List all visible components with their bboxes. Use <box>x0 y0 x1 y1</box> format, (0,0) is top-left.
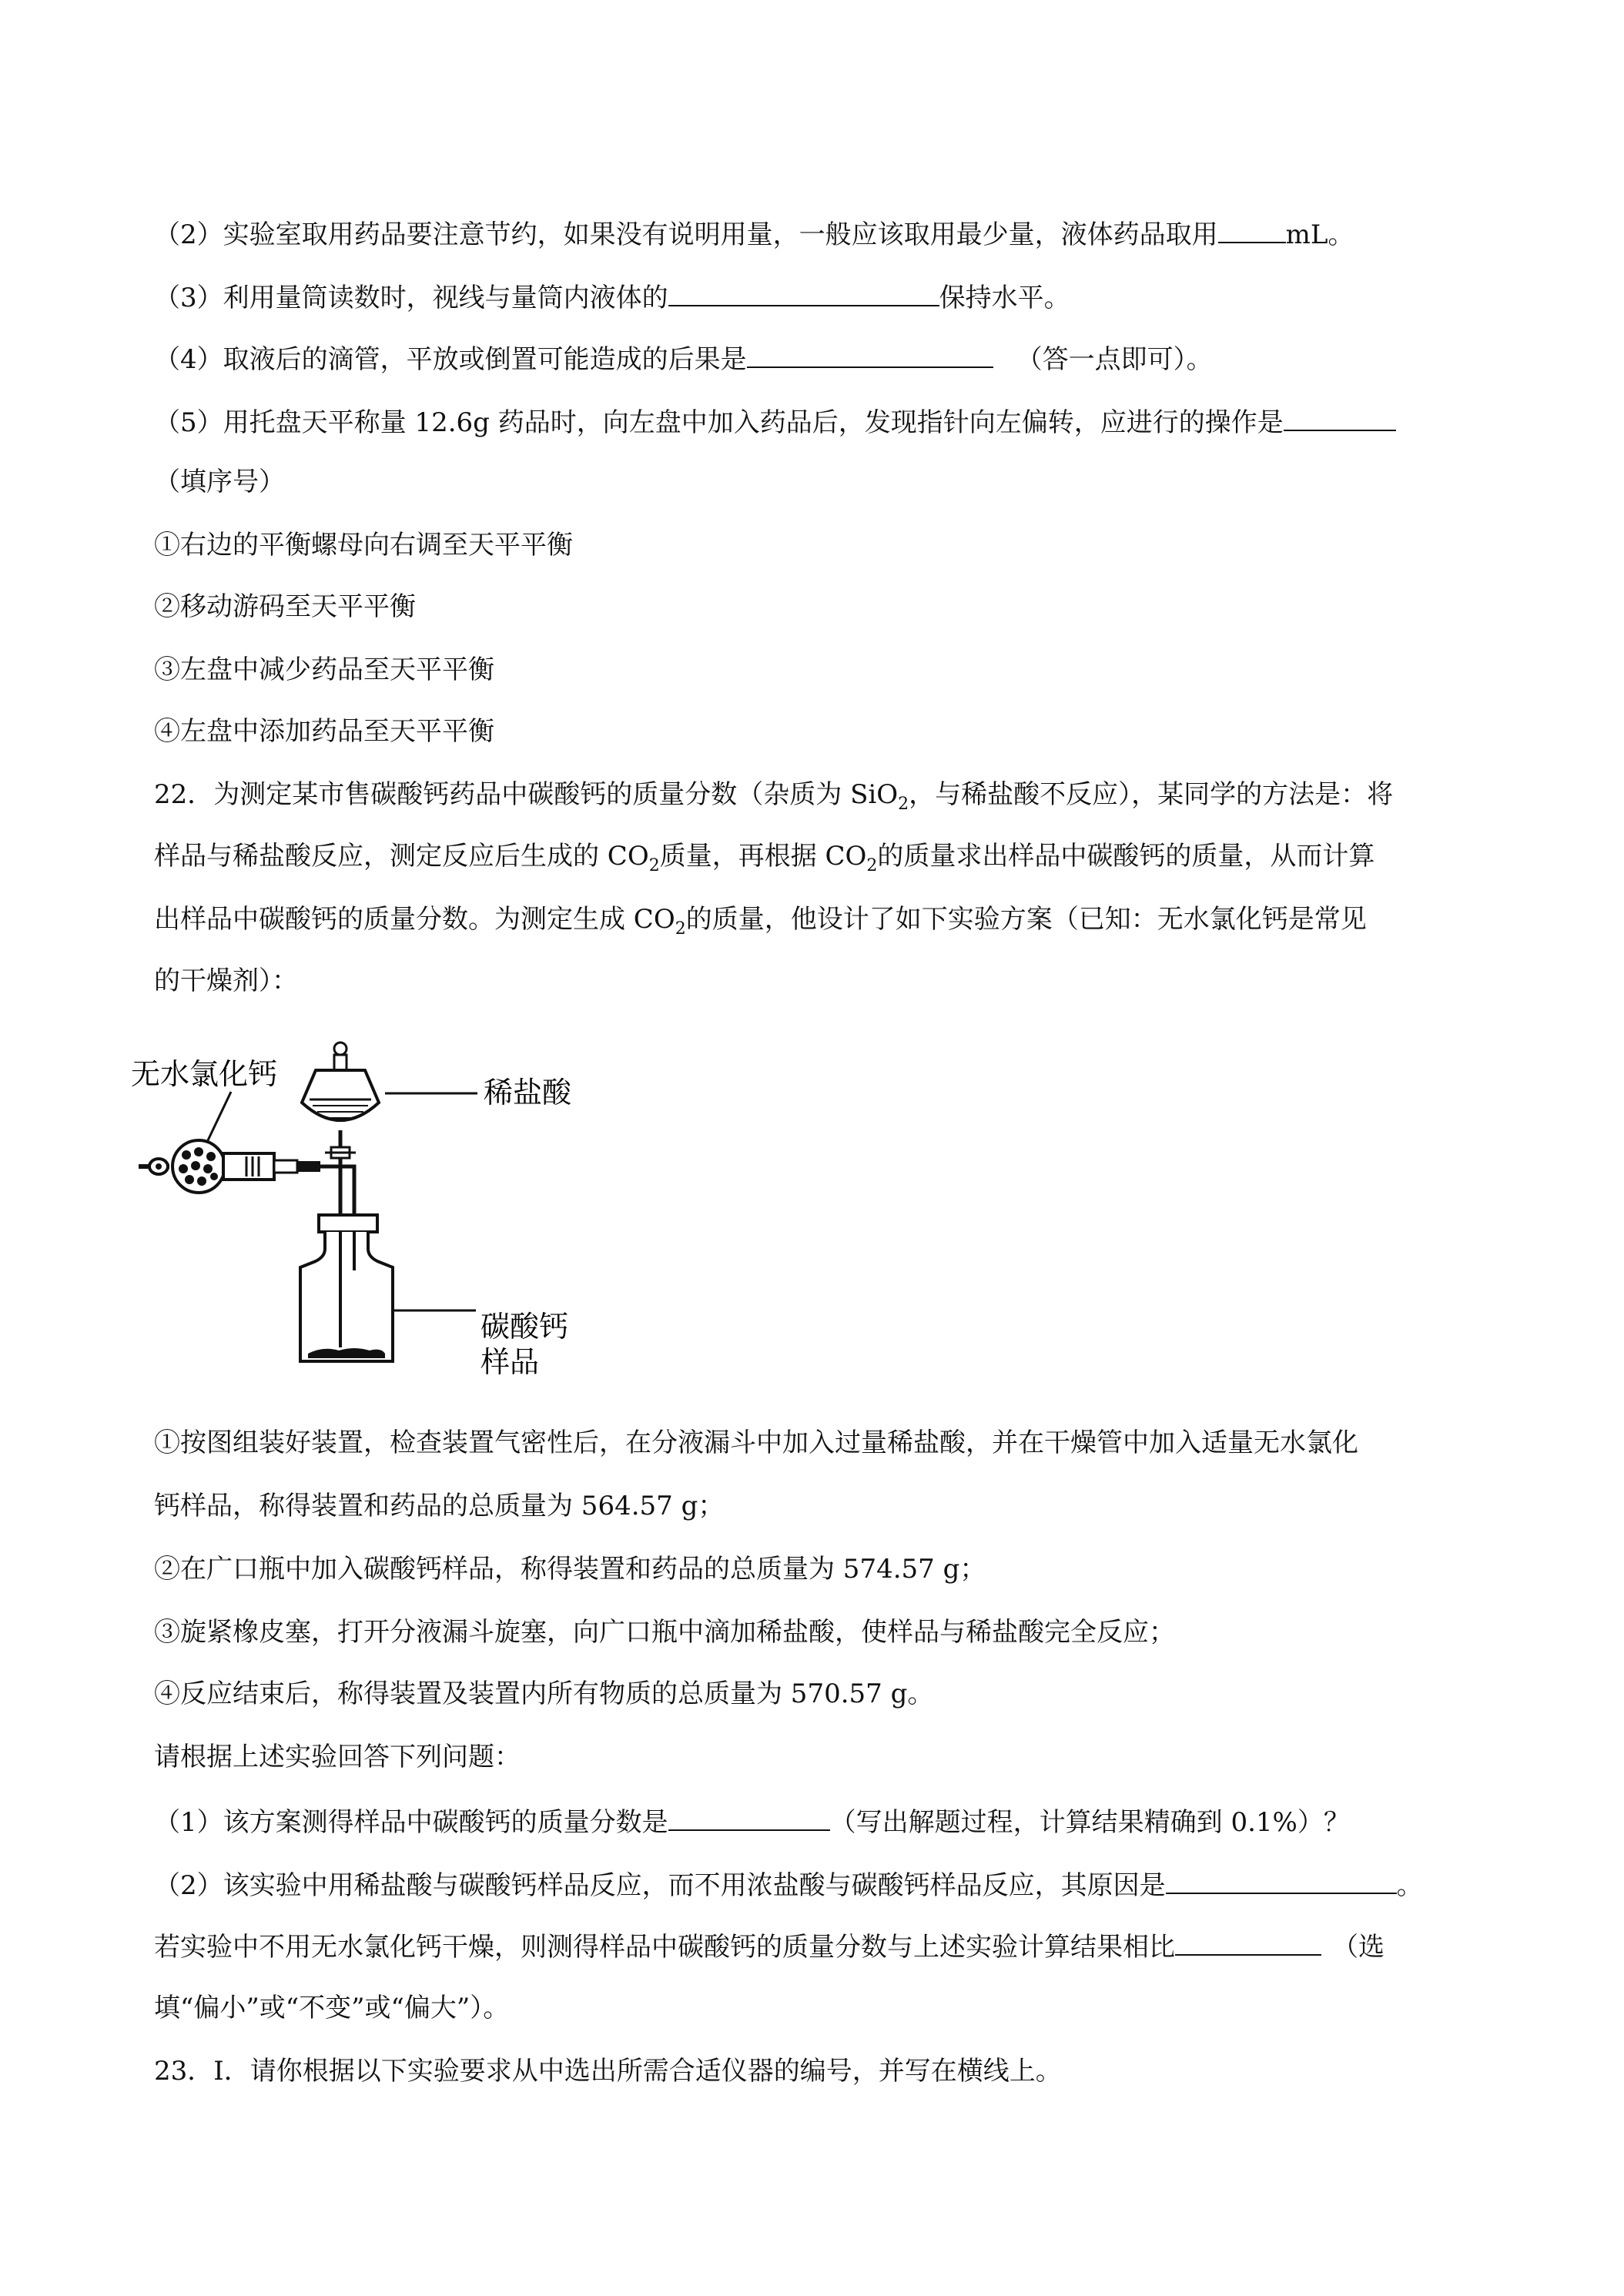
sub-question-1: （1）该方案测得样品中碳酸钙的质量分数是 （写出解题过程，计算结果精确到 0.1%）？ <box>154 1803 1350 1839</box>
label-sample-line-2: 样品 <box>481 1345 540 1379</box>
label-drying-agent: 无水氯化钙 <box>131 1057 278 1091</box>
q22-intro-line-1: 22．为测定某市售碳酸钙药品中碳酸钙的质量分数（杂质为 SiO$_2$，与稀盐酸不反应），某同学的方法是：将 <box>154 779 1394 814</box>
sub-question-3: 若实验中不用无水氯化钙干燥，则测得样品中碳酸钙的质量分数与上述实验计算结果相比 （选 <box>154 1928 1385 1964</box>
separatory-funnel <box>302 1043 379 1221</box>
q21-item-5: （5）用托盘天平称量 12.6g 药品时，向左盘中加入药品后，发现指针向左偏转，应进行的操作是 <box>154 403 1396 440</box>
answer-blank[interactable] <box>747 340 993 368</box>
q23-intro: 23．I．请你根据以下实验要求从中选出所需合适仪器的编号，并写在横线上。 <box>154 2056 1062 2087</box>
answer-blank[interactable] <box>1284 403 1396 431</box>
drying-tube <box>139 1140 320 1193</box>
answer-blank[interactable] <box>668 1803 830 1831</box>
answer-blank[interactable] <box>1166 1866 1397 1894</box>
q21-item-3: （3）利用量筒读数时，视线与量筒内液体的 保持水平。 <box>154 279 1070 315</box>
option-2: ②移动游码至天平平衡 <box>154 591 416 622</box>
label-sample-line-1: 碳酸钙 <box>481 1310 569 1344</box>
q21-item-5-note: （填序号） <box>154 467 285 497</box>
delivery-tube <box>320 1166 354 1215</box>
rubber-stopper <box>319 1215 377 1232</box>
answer-blank[interactable] <box>1218 216 1286 243</box>
q22-intro-line-3: 出样品中碳酸钙的质量分数。为测定生成 $CO_2$的质量，他设计了如下实验方案（已知：无水氯化钙是常见 <box>154 904 1367 939</box>
wide-mouth-bottle <box>300 1232 393 1361</box>
option-1: ①右边的平衡螺母向右调至天平平衡 <box>154 530 573 561</box>
sub-question-2: （2）该实验中用稀盐酸与碳酸钙样品反应，而不用浓盐酸与碳酸钙样品反应，其原因是 。 <box>154 1866 1423 1903</box>
option-4: ④左盘中添加药品至天平平衡 <box>154 716 494 747</box>
q22-intro-line-4: 的干燥剂）： <box>154 966 298 996</box>
answer-blank[interactable] <box>668 279 939 306</box>
step-1-cont: 钙样品，称得装置和药品的总质量为 564.57 g； <box>154 1491 725 1521</box>
q22-intro-line-2: 样品与稀盐酸反应，测定反应后生成的 $CO_2$质量，再根据 $CO_2$的质量求出样品中碳酸钙的质量，从而计算 <box>154 841 1375 875</box>
sub-question-3-cont: 填“偏小”或“不变”或“偏大”）。 <box>154 1993 510 2023</box>
question-prompt: 请根据上述实验回答下列问题： <box>154 1742 521 1772</box>
step-3: ③旋紧橡皮塞，打开分液漏斗旋塞，向广口瓶中滴加稀盐酸，使样品与稀盐酸完全反应； <box>154 1617 1175 1648</box>
step-2: ②在广口瓶中加入碳酸钙样品，称得装置和药品的总质量为 574.57 g； <box>154 1554 986 1585</box>
option-3: ③左盘中减少药品至天平平衡 <box>154 654 494 685</box>
step-1: ①按图组装好装置，检查装置气密性后，在分液漏斗中加入过量稀盐酸，并在干燥管中加入适量无水氯化 <box>154 1427 1358 1458</box>
q21-item-4: （4）取液后的滴管，平放或倒置可能造成的后果是 （答一点即可）。 <box>154 340 1213 377</box>
step-4: ④反应结束后，称得装置及装置内所有物质的总质量为 570.57 g。 <box>154 1678 934 1709</box>
answer-blank[interactable] <box>1175 1928 1321 1956</box>
apparatus-figure <box>123 1039 616 1394</box>
q21-item-2: （2）实验室取用药品要注意节约，如果没有说明用量，一般应该取用最少量，液体药品取用 mL。 <box>154 216 1354 252</box>
label-dilute-acid: 稀盐酸 <box>484 1076 572 1110</box>
